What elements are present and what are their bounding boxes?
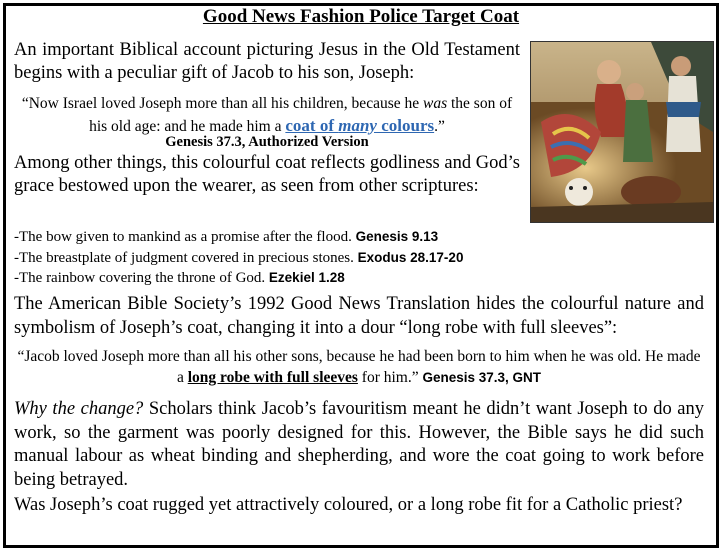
list-item-ref: Genesis 9.13 — [355, 229, 439, 244]
quote2-before: “Jacob loved Joseph more than all his other sons, because he had been born to him when he was old. He made a — [17, 348, 701, 386]
kjv-reference: Genesis 37.3, Authorized Version — [165, 134, 369, 150]
genesis-kjv-quote — [14, 93, 520, 138]
joseph-coat-painting — [530, 41, 714, 223]
quote1-was: was — [423, 95, 448, 112]
many-text: many — [338, 116, 377, 135]
gnt-reference: Genesis 37.3, GNT — [422, 370, 542, 385]
intro-paragraph: An important Biblical account picturing Jesus in the Old Testament begins with a peculiar gift of Jacob to his son, Joseph: — [14, 40, 520, 83]
list-item-ref: Exodus 28.17-20 — [357, 249, 464, 265]
coat-of-many-colours-link[interactable] — [285, 116, 434, 135]
closing-question: Was Joseph’s coat rugged yet attractively coloured, or a long robe fit for a Catholic priest? — [14, 495, 683, 515]
gnt-quote — [14, 346, 704, 388]
quote1-middle: the son of his old age: and he made him a — [89, 95, 513, 135]
long-robe-text: long robe with full sleeves — [187, 369, 358, 386]
list-item — [14, 268, 534, 289]
coat-of-text: coat of — [285, 116, 339, 135]
list-item-ref: Ezekiel 1.28 — [268, 270, 345, 285]
why-change-rest: Scholars think Jacob’s favouritism meant he didn’t want Joseph to do any work, so the garment was poorly designed for this. However, the Bible says he did such manual labour as wheat binding and shepherding, and wore the coat going to work before being betrayed. — [14, 399, 704, 490]
list-item — [14, 227, 534, 248]
quote1-before: “Now Israel loved Joseph more than all his children, because he — [21, 95, 423, 112]
colours-text: colours — [376, 116, 435, 135]
list-item-text: -The bow given to mankind as a promise after the flood. — [14, 229, 356, 245]
quote1-end: .” — [434, 118, 445, 135]
list-item — [14, 248, 534, 269]
quote2-after: for him.” — [357, 369, 423, 386]
page-title: Good News Fashion Police Target Coat — [202, 6, 520, 27]
gnt-paragraph: The American Bible Society’s 1992 Good News Translation hides the colourful nature and symbolism of Joseph’s coat, changing it into a dour “long robe with full sleeves”: — [14, 294, 704, 338]
list-item-text: -The breastplate of judgment covered in precious stones. — [14, 249, 358, 266]
scripture-list — [14, 227, 534, 289]
why-change-lead: Why the change? — [14, 399, 144, 419]
symbolism-paragraph: Among other things, this colourful coat reflects godliness and God’s grace bestowed upon the wearer, as seen from other scriptures: — [14, 153, 520, 196]
list-item-text: -The rainbow covering the throne of God. — [14, 270, 269, 286]
why-change-paragraph — [14, 398, 704, 492]
